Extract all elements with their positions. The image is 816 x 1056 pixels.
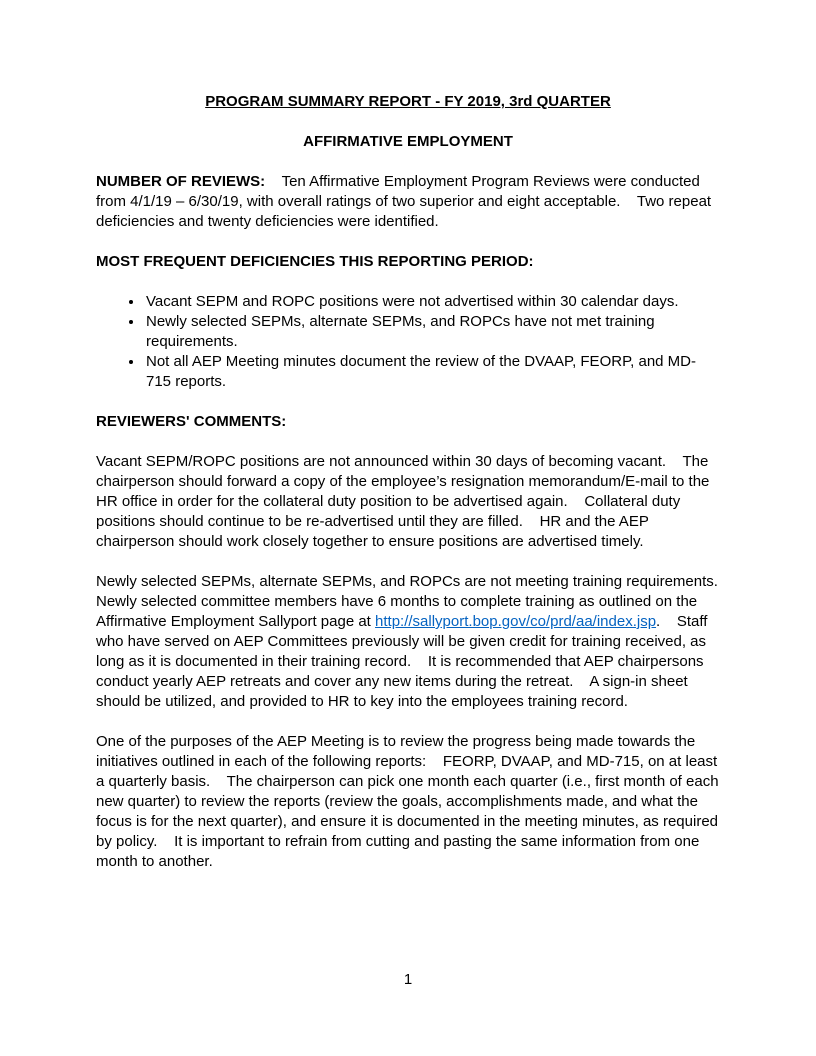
reviews-label: NUMBER OF REVIEWS: xyxy=(96,173,266,190)
reviews-text: Ten Affirmative Employment Program Reviews were conducted from 4/1/19 – 6/30/19, with overall ratings of two superior and eight acceptable. Two repeat deficiencies and twenty deficiencies were identified. xyxy=(96,173,716,230)
page-subtitle: AFFIRMATIVE EMPLOYMENT xyxy=(303,133,513,150)
comments-paragraph-2 xyxy=(96,572,723,712)
list-item: • Not all AEP Meeting minutes document the review of the DVAAP, FEORP, and MD-715 reports. xyxy=(144,352,720,392)
comments-paragraph-2-text-before: Newly selected SEPMs, alternate SEPMs, and ROPCs are not meeting training requirements. Newly selected committee members have 6 months to complete training as outlined on the Affirmative Employment Sallyport page at xyxy=(96,573,723,630)
sallyport-link[interactable]: http://sallyport.bop.gov/co/prd/aa/index.jsp xyxy=(375,613,657,630)
comments-paragraph-2-text-after: . Staff who have served on AEP Committees previously will be given credit for training received, as long as it is documented in their training record. It is recommended that AEP chairpersons conduct yearly AEP retreats and cover any new items during the retreat. A sign-in sheet should be utilized, and provided to HR to key into the employees training record. xyxy=(96,613,712,710)
page-title: PROGRAM SUMMARY REPORT - FY 2019, 3rd QUARTER xyxy=(205,93,611,110)
reviews-paragraph xyxy=(96,172,720,232)
deficiencies-heading: MOST FREQUENT DEFICIENCIES THIS REPORTING PERIOD: xyxy=(96,253,534,270)
comments-heading: REVIEWERS' COMMENTS: xyxy=(96,413,287,430)
list-item: • Vacant SEPM and ROPC positions were not advertised within 30 calendar days. xyxy=(144,292,720,312)
comments-paragraph-1: Vacant SEPM/ROPC positions are not announced within 30 days of becoming vacant. The chairperson should forward a copy of the employee’s resignation memorandum/E-mail to the HR office in order for the collateral duty position to be advertised again. Collateral duty positions should continue to be re-advertised until they are filled. HR and the AEP chairperson should work closely together to ensure positions are advertised timely. xyxy=(96,453,714,550)
comments-paragraph-3: One of the purposes of the AEP Meeting is to review the progress being made towards the initiatives outlined in each of the following reports: FEORP, DVAAP, and MD-715, on at least a quarterly basis. The chairperson can pick one month each quarter (i.e., first month of each new quarter) to review the reports (review the goals, accomplishments made, and what the focus is for the next quarter), and ensure it is documented in the meeting minutes, as required by policy. It is important to refrain from cutting and pasting the same information from one month to another. xyxy=(96,733,723,870)
list-item: • Newly selected SEPMs, alternate SEPMs, and ROPCs have not met training requirements. xyxy=(144,312,720,352)
deficiencies-list xyxy=(96,292,720,392)
page-number: 1 xyxy=(403,971,413,988)
